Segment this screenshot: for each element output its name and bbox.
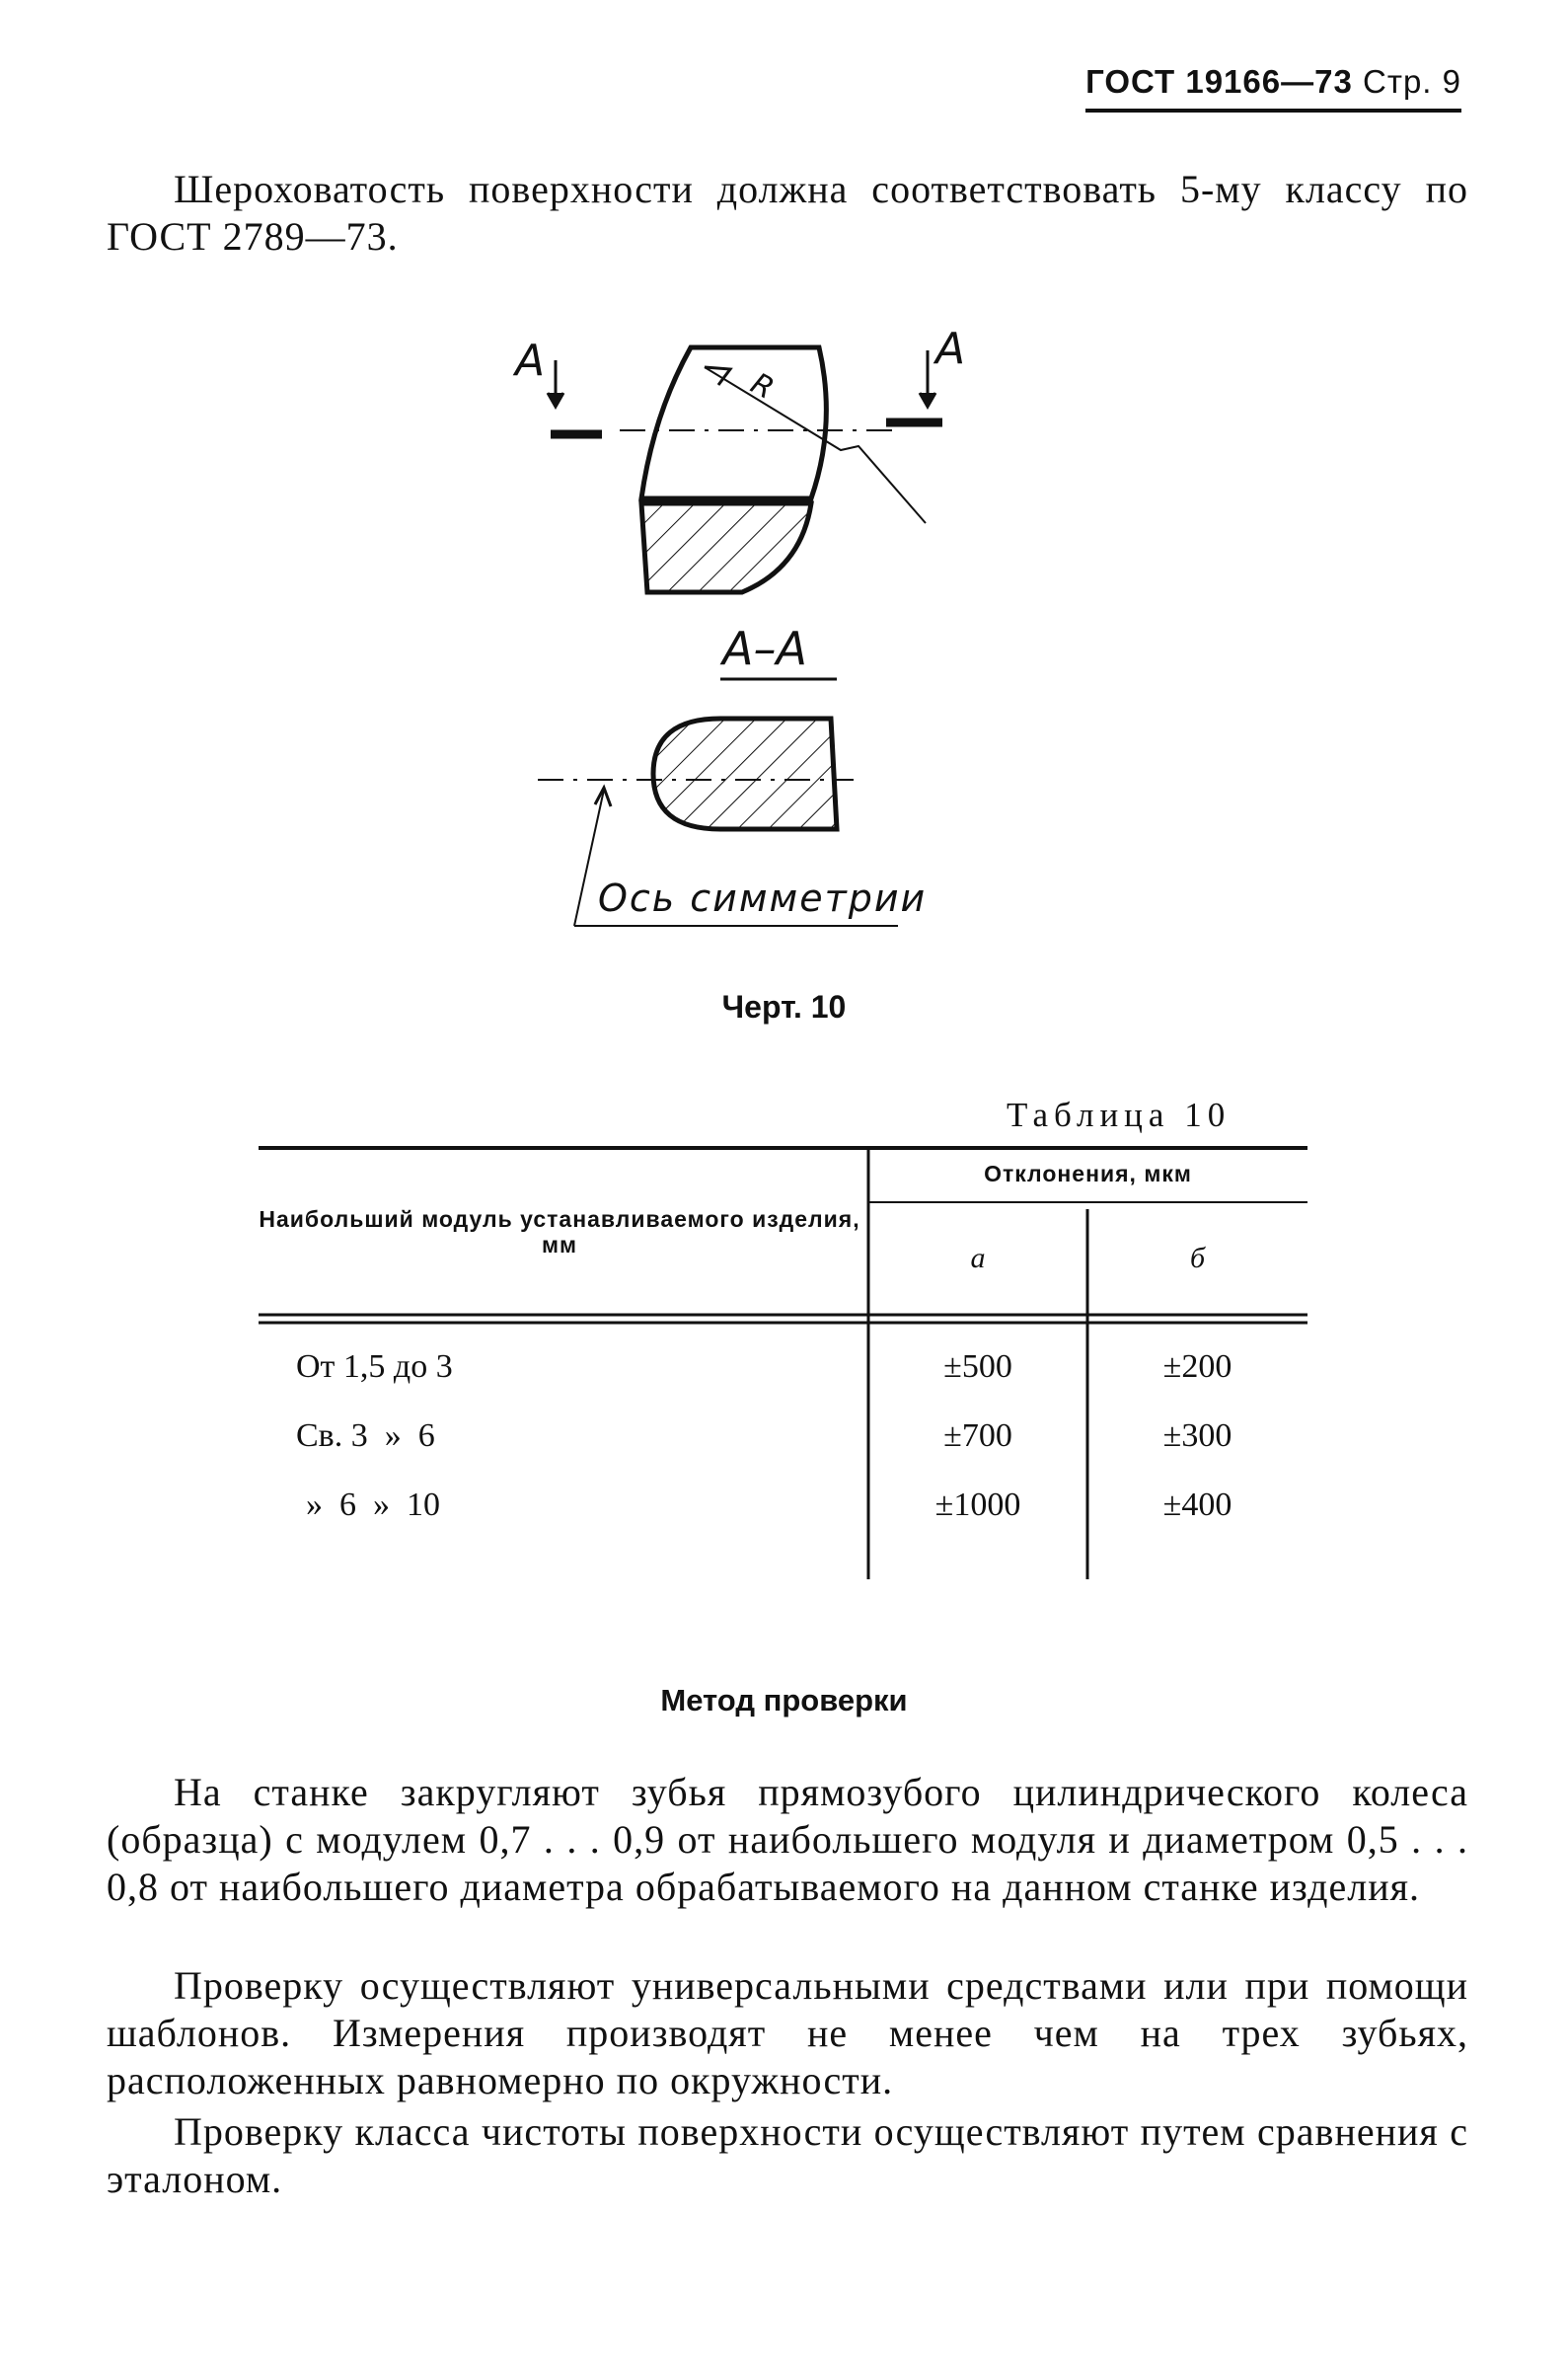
section-a-a-title: А–А bbox=[722, 622, 807, 675]
table-row-2-a: ±700 bbox=[943, 1417, 1012, 1454]
column-header-module: Наибольший модуль устанавливаемого изделия, мм bbox=[259, 1206, 860, 1258]
document-number: ГОСТ 19166—73 bbox=[1085, 63, 1353, 100]
table-row-1-a: ±500 bbox=[943, 1348, 1012, 1385]
method-paragraph-1: На станке закругляют зубья прямозубого цилиндрического колеса (образца) с модулем 0,7 . . . 0,9 от наибольшего модуля и диаметром 0,5 . . . 0,8 от наибольшего диаметра обрабатываемого на данном станке изделия. bbox=[107, 1770, 1468, 1909]
table-row-3-a: ±1000 bbox=[934, 1487, 1021, 1523]
table-row-3-b: ±400 bbox=[1162, 1487, 1232, 1523]
table-row-1-label: От 1,5 до 3 bbox=[296, 1348, 453, 1385]
column-header-a: а bbox=[970, 1242, 986, 1274]
table-row-1-b: ±200 bbox=[1162, 1348, 1232, 1385]
roughness-requirement-text: Шероховатость поверхности должна соответствовать 5-му классу по ГОСТ 2789—73. bbox=[107, 167, 1468, 259]
figure-caption: Черт. 10 bbox=[721, 989, 847, 1025]
table-row-2-b: ±300 bbox=[1162, 1417, 1232, 1454]
column-header-b: б bbox=[1189, 1242, 1206, 1274]
table-row-3-label: » 6 » 10 bbox=[306, 1487, 440, 1523]
method-paragraph-2: Проверку осуществляют универсальными средствами или при помощи шаблонов. Измерения производят не менее чем на трех зубьях, расположенных равномерно по окружности. bbox=[107, 1963, 1468, 2102]
table-row-2-label: Св. 3 » 6 bbox=[296, 1417, 435, 1454]
section-mark-right-label: А bbox=[935, 324, 966, 374]
table-title: Таблица 10 bbox=[1007, 1096, 1232, 1134]
page-number: Стр. 9 bbox=[1363, 63, 1461, 100]
symmetry-axis-label: Ось симметрии bbox=[598, 877, 928, 920]
method-paragraph-3: Проверку класса чистоты поверхности осуществляют путем сравнения с эталоном. bbox=[107, 2109, 1468, 2201]
radius-label: R bbox=[745, 366, 780, 407]
method-section-title: Метод проверки bbox=[660, 1683, 908, 1717]
section-mark-left-label: А bbox=[515, 336, 546, 386]
column-header-deviations: Отклонения, мкм bbox=[984, 1161, 1192, 1186]
